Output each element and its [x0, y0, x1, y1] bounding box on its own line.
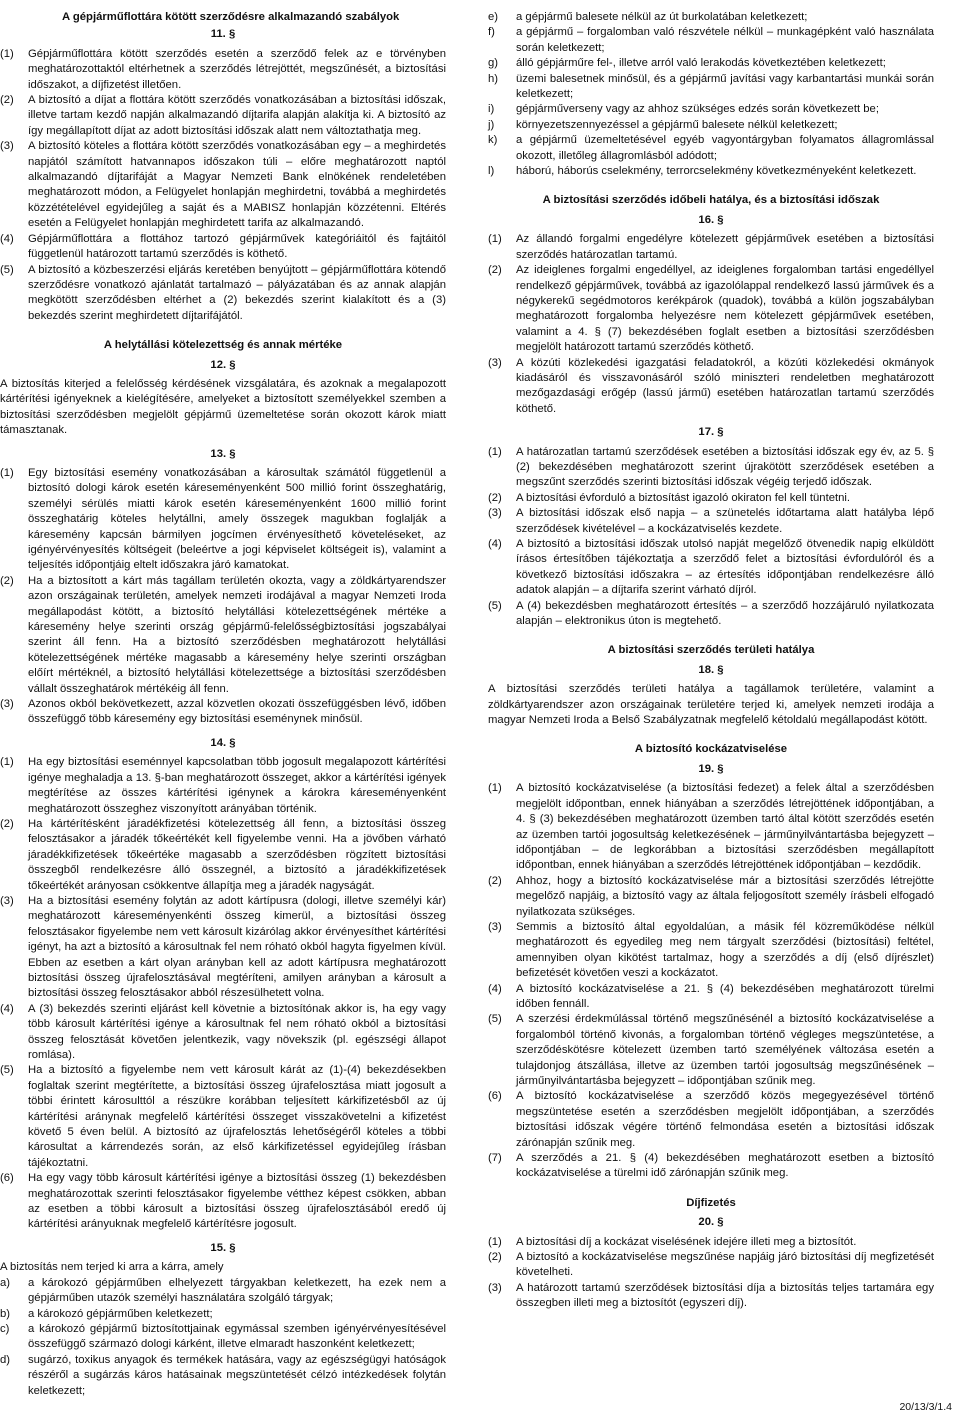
list-item: h) üzemi balesetnek minősül, és a gépjármű javítási vagy karbantartási munkái során keletkezett;	[488, 72, 934, 101]
list-item: a) a károkozó gépjárműben elhelyezett tárgyakban keletkezett, ha ezek nem a gépjárműben utazók személyi használatára szolgáló tárgyak;	[0, 1276, 446, 1305]
list-item: c) a károkozó gépjármű biztosítottjainak egymással szemben igényérvényesítésével összefüggő származó dologi kárként, illetve elmaradt haszonként keletkezett;	[0, 1322, 446, 1351]
paragraph: (5) A szerzési érdekmúlással történő megszűnésénél a biztosító kockázatviselése a forgalomból történő kivonás, a forgalomban történő végleges megszüntetése, a szerződéskötésre kötelezett üzemben tartó személyének változása esetén a tulajdonjog átszállása, illetve az üzemben tartói jogosultság megszűnésének – járműnyilvántartásba bejegyzett – időpontjában szűnik meg.	[488, 1013, 934, 1087]
paragraph: (1) Egy biztosítási esemény vonatkozásában a károsultak számától függetlenül a biztosító dologi károk esetén káreseményenként 500 millió forint összeghatárig, személyi sérülés miatti károk esetén káreseményenként 1600 millió forint összeghatárig köteles helytállni, amely összegek magukban foglalják a káresemény kapcsán bármilyen jogcímen érvényesíthető követeléseket, az igényérvényesítés költségeit (beleértve a jogi képviselet költségeit is), valamint a teljesítés időpontjáig eltelt időszakra járó kamatokat.	[0, 466, 446, 572]
paragraph: A biztosítás nem terjed ki arra a kárra, amely	[0, 1261, 224, 1274]
list-item: j) környezetszennyezéssel a gépjármű balesete nélkül keletkezett;	[488, 118, 838, 131]
paragraph: (3) Azonos okból bekövetkezett, azzal közvetlen okozati összefüggésben lévő, időben összefüggő több káresemény egy biztosítási eseménynek minősül.	[0, 698, 446, 726]
paragraph: (4) Gépjárműflottára a flottához tartozó gépjárművek kategóriáitól és fajtáitól függetlenül határozott tartamú szerződés is köthető.	[0, 232, 446, 261]
paragraph: (2) Ha a biztosított a kárt más tagállam területén okozta, vagy a zöldkártyarendszer azon országainak területén, amelyek nemzeti irodájával a magyar Nemzeti Iroda megállapodást kötött, a biztosító helytállási kötelezettségének mértéke a káresemény helye szerinti ország gépjármű-felelősségbiztosítási jogszabályai szerint áll fenn. Ha a biztosító szerződésben meghatározott helytállási kötelezettségének mértéke magasabb a káresemény helye szerinti országban előírt mértéknél, a biztosító helytállási kötelezettsége a biztosítási szerződésben vállalt összeghatárok mértékéig áll fenn.	[0, 574, 446, 695]
paragraph: (6) A biztosító kockázatviselése a szerződő közös megegyezésével történő megszüntetése esetén a szerződésben megjelölt időpontjában, a szerződés biztosítási időszak végére történő felmondása esetén a biztosítási időszak zárónapján szűnik meg.	[488, 1090, 934, 1149]
section-18-heading: 18. §	[698, 663, 724, 676]
section-13-heading: 13. §	[210, 447, 236, 460]
paragraph: (5) A biztosító a közbeszerzési eljárás keretében benyújtott – gépjárműflottára kötendő szerződésre vonatkozó ajánlatát tartalmazó – pályázatában és az annak alapján megkötött szerződésben eltérhet a (2) bekezdés szerint kialakított és a (3) bekezdés szerint meghirdetett díjtarifájától.	[0, 263, 446, 322]
section-12-heading: 12. §	[210, 358, 236, 371]
chapter-heading-liability: A helytállási kötelezettség és annak mértéke	[103, 339, 343, 352]
list-item: b) a károkozó gépjárműben keletkezett;	[0, 1307, 213, 1320]
paragraph: (7) A szerződés a 21. § (4) bekezdésében meghatározott esetben a biztosító kockázatviselése a türelmi idő zárónapján szűnik meg.	[488, 1152, 934, 1180]
section-19-heading: 19. §	[698, 762, 724, 775]
left-column	[0, 10, 446, 1399]
paragraph: (1) Gépjárműflottára kötött szerződés esetén a szerződő felek az e törvényben meghatározottaktól eltérhetnek a szerződés létrejöttét, megszűnését, a biztosítási időszakot, a díjfizetést illetően.	[0, 47, 446, 91]
section-14-heading: 14. §	[210, 736, 236, 749]
paragraph: (1) A biztosítási díj a kockázat viselésének idejére illeti meg a biztosítót.	[488, 1235, 857, 1248]
page-footer-code: 20/13/3/1.4	[899, 1401, 952, 1413]
list-item: l) háború, háborús cselekmény, terrorcselekmény következményeként keletkezett.	[488, 165, 917, 178]
list-item: i) gépjárműverseny vagy az ahhoz szükséges edzés során következett be;	[488, 103, 879, 116]
paragraph: (5) A (4) bekezdésben meghatározott értesítés – a szerződő hozzájáruló nyilatkozata alapján – elektronikus úton is megtehető.	[488, 599, 934, 628]
paragraph: (2) Ahhoz, hogy a biztosító kockázatviselése már a biztosítási szerződés létrejötte megelőző napjáig, a biztosító vagy az általa feljogosított személy írásbeli elfogadó nyilatkozata szükséges.	[488, 874, 934, 918]
chapter-heading-fee: Díjfizetés	[686, 1196, 736, 1209]
paragraph: A biztosítás kiterjed a felelősség kérdésének vizsgálatára, és azoknak a megalapozott kártérítési igényeknek a kielégítésére, amelyeket a biztosított személyekkel szemben a biztosítási szerződésben megjelölt gépjármű üzemeltetése során okozott károk miatt támasztanak.	[0, 377, 446, 437]
list-item: f) a gépjármű – forgalomban való részvétele nélkül – munkagépként való használata során keletkezett;	[488, 26, 934, 54]
section-20-heading: 20. §	[698, 1216, 724, 1229]
chapter-heading-risk: A biztosító kockázatviselése	[634, 743, 788, 756]
paragraph: (3) Semmis a biztosító által egyoldalúan, a másik fél közreműködése nélkül meghatározott és egyedileg meg nem tárgyalt szerződési (biztosítási) feltétel, amennyiben olyan kikötést tartalmaz, hogy a szerződés a díj (első díjrészlet) befizetését követően veszi a kockázatot.	[488, 920, 934, 980]
paragraph: (6) Ha egy vagy több károsult kártérítési igénye a biztosítási összeg (1) bekezdésben meghatározottak szerinti felosztásakor figyelembe vétthez képest csökken, abban az esetben a többi károsult a biztosítási összeg újrafelosztásából eredő új kártérítési arányuknak megfelelő kártérítésre jogosult.	[0, 1172, 446, 1231]
paragraph: (3) A biztosító köteles a flottára kötött szerződés vonatkozásában egy – a meghirdetés napjától számított hatvannapos időszakon túli – előre meghatározott naptól alkalmazandó díjtarifáját a Magyar Nemzeti Bank elnökének rendeletében meghatározott módon, a Felügyelet honlapján meghirdetni, továbbá a meghirdetés közzétételével egyidejűleg a saját és a MABISZ honlapján közzétenni. Eltérés esetén a Felügyelet honlapján meghirdetett tarifa az alkalmazandó.	[0, 140, 446, 230]
paragraph: (4) A biztosító kockázatviselése a 21. § (4) bekezdésében meghatározott türelmi időben fennáll.	[488, 982, 934, 1010]
list-item: e) a gépjármű balesete nélkül az út burkolatában keletkezett;	[488, 11, 808, 23]
paragraph: (1) Az állandó forgalmi engedélyre kötelezett gépjárművek esetében a biztosítási szerződés határozatlan tartamú.	[488, 233, 934, 261]
paragraph: (3) A közúti közlekedési igazgatási feladatokról, a közúti közlekedési okmányok kiadásáról és visszavonásáról szóló miniszteri rendeletben meghatározott mezőgazdasági erőgép (lassú jármű) esetében határozatlan tartamú szerződés köthető.	[488, 356, 934, 415]
list-item: g) álló gépjárműre fel-, illetve arról való lerakodás következtében keletkezett;	[488, 57, 886, 70]
right-column	[488, 10, 934, 1312]
section-15-heading: 15. §	[210, 1241, 236, 1254]
list-item: d) sugárzó, toxikus anyagok és termékek hatására, vagy az egészségügyi hatóságok részéről a sugárzás káros hatásainak megszüntetését célzó intézkedések folytán keletkezett;	[0, 1353, 446, 1397]
paragraph: (2) A biztosítási évforduló a biztosítást igazoló okiraton fel kell tüntetni.	[488, 491, 851, 504]
paragraph: (2) A biztosító a kockázatviselése megszűnése napjáig járó biztosítási díj megfizetését követelheti.	[488, 1251, 934, 1279]
paragraph: (2) Az ideiglenes forgalmi engedéllyel, az ideiglenes forgalomban tartási engedéllyel rendelkező gépjárművek, továbbá az igazolólappal rendelkező lassú járművek és a négykerekű segédmotoros kerékpárok (quadok), továbbá a külön jogszabályban meghatározott forgalomba helyezésre nem kötelezett gépjárművek esetében, valamint a 4. § (7) bekezdésében foglalt esetben a biztosítási szerződésben megjelölt határozott tartamú szerződés köthető.	[488, 264, 934, 354]
section-16-heading: 16. §	[698, 213, 724, 226]
list-item: k) a gépjármű üzemeltetésével egyéb vagyontárgyban folyamatos állagromlással okozott, illetőleg állagromlásból adódott;	[488, 134, 934, 162]
paragraph: (3) Ha a biztosítási esemény folytán az adott kártípusra (dologi, illetve személyi kár) meghatározott káreseményenkénti összeg kimerül, a biztosítási összeg felosztásakor figyelembe nem vett károsult kizárólag akkor érvényesíthet kártérítési igényt, ha azt a biztosító a károsultnak fel nem róható okból hagyta figyelmen kívül. Ebben az esetben a kárt olyan arányban kell az adott kártípusra meghatározott biztosítási összeg újrafelosztásával megtéríteni, amilyen arányban a károsult a biztosítási összeg felosztásakor abból részesülhetett volna.	[0, 894, 446, 1000]
page-title: A gépjárműflottára kötött szerződésre alkalmazandó szabályok	[62, 11, 400, 23]
paragraph: (1) A biztosító kockázatviselése (a biztosítási fedezet) a felek által a szerződésben megjelölt időpontban, ennek hiányában a szerződés létrejöttének időpontjában, a 4. § (3) bekezdésében meghatározott üzemben tartó által kötött szerződés esetén az üzemben tartói jogosultság keletkezésének – járműnyilvántartásba bejegyzett – időpontjában – de legkorábban a biztosítási szerződésben megállapított időpontban, ennek hiányában a szerződés létrejöttének időpontjában – kezdődik.	[488, 782, 934, 872]
paragraph: (5) Ha a biztosító a figyelembe nem vett károsult kárát az (1)-(4) bekezdésekben foglaltak szerint megtérítette, a biztosítási összeg újrafelosztása miatt jogosult a többi érintett károsulttól a részükre korábban teljesített kárkifizetésből az új kártérítési aránynak megfelelő kártérítési összeget visszakövetelni a kifizetést követő 5 éven belül. A biztosító az újrafelosztás lehetőségéről köteles a többi károsultat a kárrendezés során, az első kárkifizetéssel egyidejűleg írásban tájékoztatni.	[0, 1064, 446, 1169]
paragraph: (3) A biztosítási időszak első napja – a szünetelés időtartama alatt hatályba lépő szerződések kivételével – a kockázatviselés kezdete.	[488, 507, 934, 535]
chapter-heading-territory: A biztosítási szerződés területi hatálya	[607, 644, 815, 657]
section-11-heading: 11. §	[210, 28, 236, 41]
paragraph: (4) A biztosító a biztosítási időszak utolsó napját megelőző ötvenedik napig elküldött írásos értesítőben tájékoztatja a szerződő felet a biztosítási évfordulóról és a következő biztosítási időszakra – az értesítés időpontjában rendelkezésre álló adatok alapján – a díjtarifa szerint várható díjról.	[488, 538, 934, 597]
paragraph: (1) Ha egy biztosítási eseménnyel kapcsolatban több jogosult megalapozott kártérítési igénye meghaladja a 13. §-ban meghatározott összeget, akkor a kártérítési igények megtérítése az összes kártérítési igénynek a károkra káreseményenként meghatározott összeghez viszonyított arányában történik.	[0, 756, 446, 815]
paragraph: (2) A biztosító a díjat a flottára kötött szerződés vonatkozásában a biztosítási időszak, illetve tartam kezdő napján alkalmazandó díjtarifa alapján alakítja ki. A biztosító az így megállapított díjat az adott biztosítási időszak alatt nem változtathatja meg.	[0, 94, 446, 137]
paragraph: (3) A határozott tartamú szerződések biztosítási díja a biztosítás teljes tartamára egy összegben illeti meg a biztosítót (egyszeri díj).	[488, 1281, 934, 1310]
paragraph: A biztosítási szerződés területi hatálya a tagállamok területére, valamint a zöldkártyarendszer azon országainak területére terjed ki, amelyek nemzeti irodája a magyar Nemzeti Iroda a Belső Szabályzatnak megfelelő kétoldalú megállapodást kötött.	[488, 683, 934, 727]
chapter-heading-time-scope: A biztosítási szerződés időbeli hatálya, és a biztosítási időszak	[542, 194, 880, 207]
section-17-heading: 17. §	[698, 426, 724, 439]
paragraph: (4) A (3) bekezdés szerinti eljárást kell követnie a biztosítónak akkor is, ha egy vagy több károsult kártérítési igénye a károsultnak fel nem róható okból a biztosítási összeg felosztását követően jelentkezik, vagy növekszik (pl. egészségi állapot romlása).	[0, 1002, 446, 1061]
paragraph: (2) Ha kártérítésként járadékfizetési kötelezettség áll fenn, a biztosítási összeg felosztásakor a járadék tőkeértékét kell figyelembe venni. Ha a jövőben várható járadékkifizetések tőkeértéke magasabb a szerződésben rögzített biztosítási összegből rendelkezésre álló összegnél, a biztosító a járadékkifizetések tőkeértékét arányosan csökkentve állapítja meg a járadék nagyságát.	[0, 817, 446, 892]
paragraph: (1) A határozatlan tartamú szerződések esetében a biztosítási időszak egy év, az 5. § (2) bekezdésében meghatározott szerint újrakötött szerződések esetében a megszűnt szerződés szerinti biztosítási időszak végéig terjedő időszak.	[488, 445, 934, 489]
